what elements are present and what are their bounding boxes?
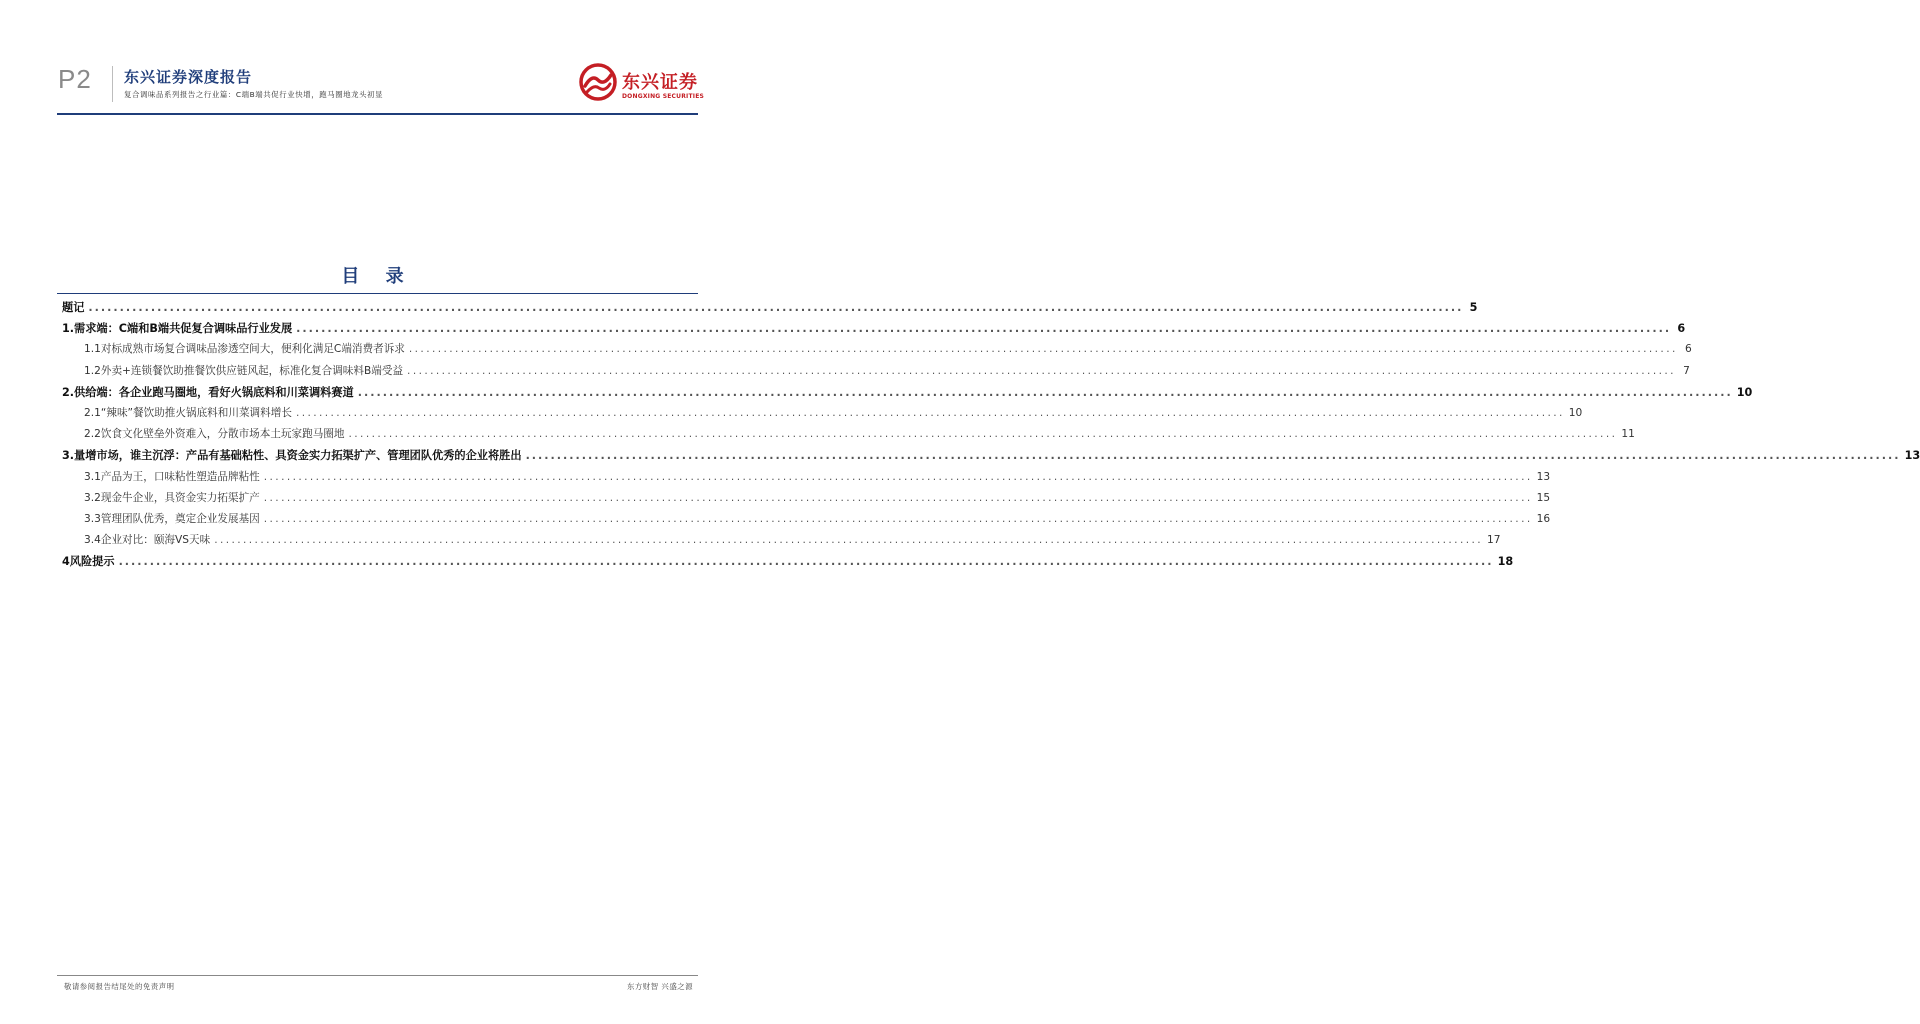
toc-entry-page: 7 [1683,364,1690,377]
toc-dot-leader: ............................................................................................................................................................................................................................ [407,364,1676,377]
toc-entry-section[interactable] [62,297,1478,318]
footer-rule [57,975,698,976]
toc-entry-number: 4 [62,555,70,569]
toc-entry-subsection[interactable] [62,403,1583,424]
toc-dot-leader: ............................................................................................................................................................................................................................ [263,491,1533,504]
report-title: 东兴证券深度报告 [124,68,253,86]
toc-dot-leader: ............................................................................................................................................................................................................................ [88,301,1464,314]
page-number: P2 [58,64,92,94]
toc-entry-text: 量增市场，谁主沉浮：产品有基础粘性、具资金实力拓渠扩产、管理团队优秀的企业将胜出 [74,449,522,463]
toc-dot-leader: ............................................................................................................................................................................................................................ [263,512,1533,525]
toc-entry-number: 1.1 [84,343,101,356]
toc-entry-text: 对标成熟市场复合调味品渗透空间大，便利化满足C端消费者诉求 [100,343,405,356]
toc-entry-number: 3.2 [84,491,101,504]
toc-entry-page: 10 [1736,385,1753,399]
toc-entry-number: 3. [62,449,75,463]
toc-entry-subsection[interactable] [62,424,1635,445]
toc-entry-section[interactable] [62,318,1686,339]
toc-entry-text: 企业对比：颐海VS天味 [100,534,211,547]
toc-entry-subsection[interactable] [62,530,1501,551]
toc-entry-page: 5 [1469,301,1478,314]
toc-entry-subsection[interactable] [62,339,1692,360]
toc-entry-number: 3.4 [84,534,101,547]
toc-entry-subsection[interactable] [62,467,1551,488]
toc-entry-section[interactable] [62,551,1514,572]
toc-entry-number: 3.1 [84,470,101,483]
logo-name-cn: 东兴证券 [622,72,698,93]
toc-entry-number: 2.1 [84,406,101,419]
toc-dot-leader: ............................................................................................................................................................................................................................ [348,428,1618,441]
toc-entry-text: 产品为王，口味粘性塑造品牌粘性 [100,470,260,483]
toc-title-rule [57,293,698,294]
table-of-contents [62,297,1920,572]
toc-entry-text: “辣味”餐饮助推火锅底料和川菜调料增长 [100,406,292,419]
toc-dot-leader: ............................................................................................................................................................................................................................ [263,470,1533,483]
toc-entry-subsection[interactable] [62,361,1690,382]
toc-entry-number: 2.2 [84,428,101,441]
toc-entry-text: 风险提示 [69,555,115,569]
logo-mark-icon [578,62,618,102]
page-header [0,0,755,118]
toc-dot-leader: ............................................................................................................................................................................................................................ [357,385,1733,399]
header-divider [112,66,113,102]
toc-entry-page: 16 [1536,512,1551,525]
toc-entry-page: 15 [1536,491,1551,504]
toc-entry-text: 外卖+连锁餐饮助推餐饮供应链风起，标准化复合调味料B端受益 [100,364,404,377]
logo-name-en: DONGXING SECURITIES [622,93,705,100]
toc-entry-section[interactable] [62,445,1920,466]
toc-dot-leader: ............................................................................................................................................................................................................................ [296,322,1672,336]
toc-entry-text: 管理团队优秀，奠定企业发展基因 [100,512,260,525]
company-logo [578,62,718,106]
toc-entry-text: 现金牛企业，具资金实力拓渠扩产 [100,491,260,504]
toc-entry-text: 供给端：各企业跑马圈地，看好火锅底料和川菜调料赛道 [74,385,354,399]
footer-disclaimer: 敬请参阅报告结尾处的免责声明 [64,982,175,991]
report-subtitle: 复合调味品系列报告之行业篇：C端B端共促行业快增，跑马圈地龙头初显 [124,90,384,99]
toc-entry-number: 1. [62,322,75,336]
toc-entry-section[interactable] [62,382,1753,403]
toc-entry-page: 6 [1684,343,1692,356]
toc-entry-page: 10 [1568,406,1583,419]
toc-entry-text: 饮食文化壁垒外资难入，分散市场本土玩家跑马圈地 [100,428,345,441]
toc-entry-number: 3.3 [84,512,101,525]
toc-dot-leader: ............................................................................................................................................................................................................................ [214,534,1484,547]
toc-dot-leader: ............................................................................................................................................................................................................................ [408,343,1678,356]
toc-entry-page: 6 [1677,322,1686,336]
toc-dot-leader: ............................................................................................................................................................................................................................ [118,555,1494,569]
toc-dot-leader: ............................................................................................................................................................................................................................ [525,449,1901,463]
footer-slogan: 东方财智 兴盛之源 [627,982,693,991]
toc-entry-number: 2. [62,385,75,399]
header-rule [57,113,698,115]
toc-entry-page: 18 [1497,555,1514,569]
toc-entry-page: 17 [1487,534,1501,547]
toc-entry-page: 13 [1536,470,1551,483]
toc-entry-page: 13 [1904,449,1920,463]
toc-entry-subsection[interactable] [62,509,1551,530]
toc-title: 目 录 [341,266,414,287]
toc-entry-text: 需求端：C端和B端共促复合调味品行业发展 [74,322,293,336]
toc-entry-number: 1.2 [84,364,101,377]
toc-entry-page: 11 [1621,428,1635,441]
toc-entry-subsection[interactable] [62,488,1551,509]
toc-entry-text: 题记 [62,301,85,314]
toc-dot-leader: ............................................................................................................................................................................................................................ [295,406,1565,419]
